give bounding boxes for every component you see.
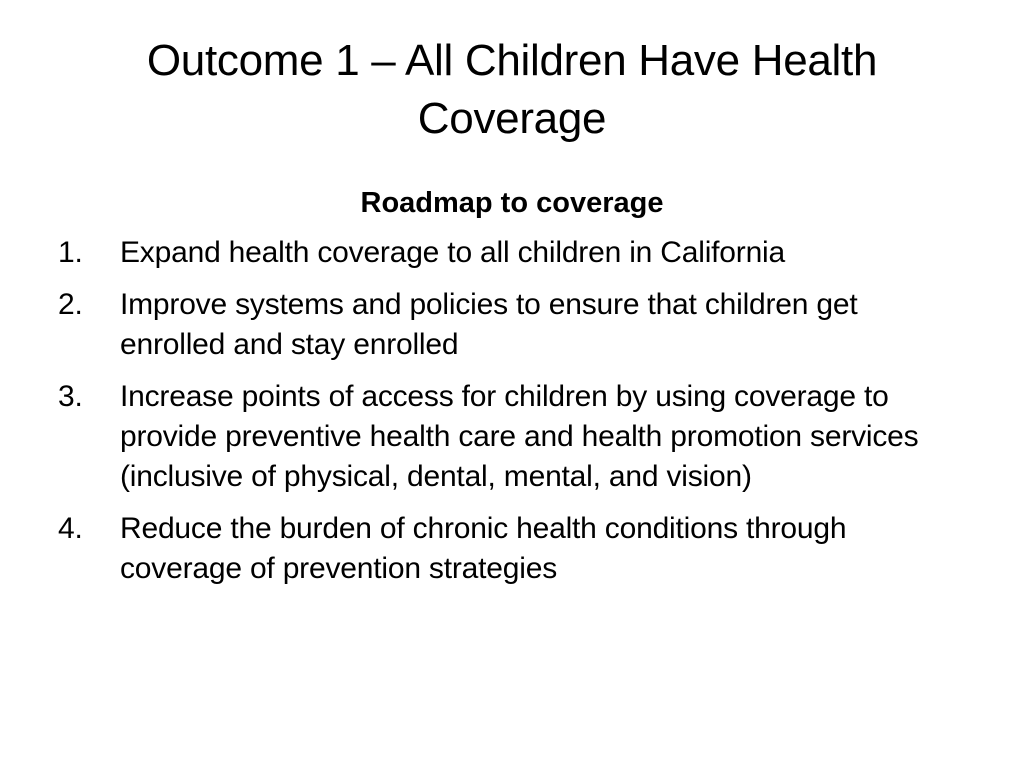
list-item-number: 1. bbox=[58, 236, 83, 269]
list-item-number: 2. bbox=[58, 288, 83, 321]
list-item bbox=[58, 377, 968, 497]
list-item bbox=[58, 285, 968, 365]
list-item-number: 4. bbox=[58, 512, 83, 545]
list-item-number: 3. bbox=[58, 380, 83, 413]
list-item-text: Expand health coverage to all children in California bbox=[120, 236, 786, 269]
list-item bbox=[58, 233, 968, 273]
list-item-text: Reduce the burden of chronic health conditions through coverage of prevention strategies bbox=[120, 512, 847, 585]
list-item bbox=[58, 509, 968, 589]
list-item-text: Improve systems and policies to ensure that children get enrolled and stay enrolled bbox=[120, 288, 858, 361]
roadmap-list bbox=[58, 233, 968, 601]
list-item-text: Increase points of access for children by using coverage to provide preventive health care and health promotion services (inclusive of physical, dental, mental, and vision) bbox=[120, 380, 919, 493]
slide-title: Outcome 1 – All Children Have Health Coverage bbox=[146, 36, 878, 143]
slide-subtitle: Roadmap to coverage bbox=[360, 187, 664, 219]
